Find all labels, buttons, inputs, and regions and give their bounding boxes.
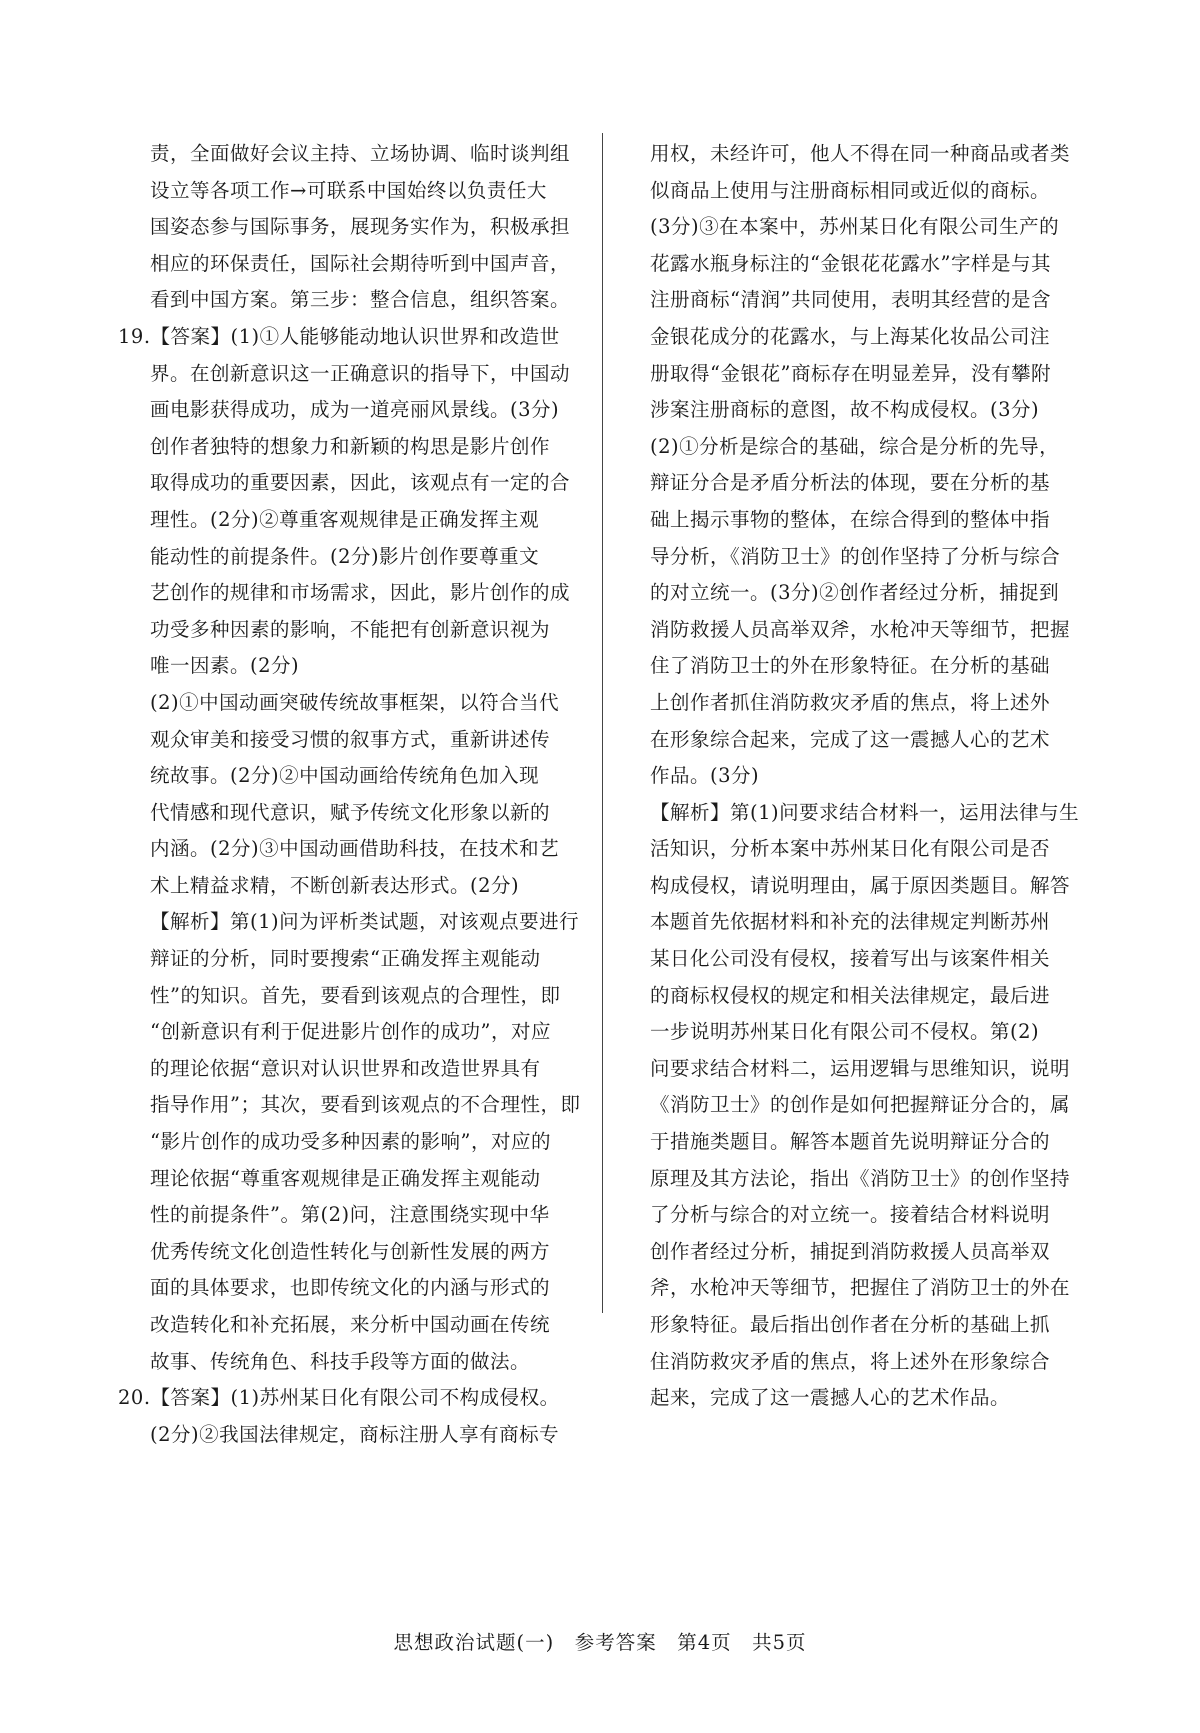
- text-line: 斧，水枪冲天等细节，把握住了消防卫士的外在: [650, 1276, 1071, 1300]
- text-line: 看到中国方案。第三步：整合信息，组织答案。: [150, 288, 571, 312]
- text-line: 责，全面做好会议主持、立场协调、临时谈判组: [150, 142, 571, 165]
- text-line: 一步说明苏州某日化有限公司不侵权。第(2): [650, 1020, 1040, 1044]
- text-line: 础上揭示事物的整体，在综合得到的整体中指: [650, 507, 1051, 531]
- text-line: 理论依据“尊重客观规律是正确发挥主观能动: [150, 1166, 541, 1190]
- text-line: 术上精益求精，不断创新表达形式。(2分): [150, 873, 520, 897]
- text-line: 指导作用”；其次，要看到该观点的不合理性，即: [150, 1093, 581, 1117]
- text-line: 创作者经过分析，捕捉到消防救援人员高举双: [650, 1239, 1051, 1263]
- text-line: 注册商标“清润”共同使用，表明其经营的是含: [650, 288, 1051, 312]
- text-line: 设立等各项工作→可联系中国始终以负责任大: [150, 178, 547, 202]
- text-line: 活知识，分析本案中苏州某日化有限公司是否: [650, 837, 1051, 861]
- text-line: 住了消防卫士的外在形象特征。在分析的基础: [650, 654, 1051, 678]
- text-line: 导分析，《消防卫士》的创作坚持了分析与综合: [650, 544, 1061, 568]
- text-line: 故事、传统角色、科技手段等方面的做法。: [150, 1349, 531, 1373]
- text-line: 创作者独特的想象力和新颖的构思是影片创作: [150, 434, 551, 458]
- text-line: 的对立统一。(3分)②创作者经过分析，捕捉到: [650, 581, 1060, 605]
- text-line: 问要求结合材料二，运用逻辑与思维知识，说明: [650, 1056, 1071, 1080]
- left-column: [118, 136, 590, 1453]
- text-line: 【解析】第(1)问要求结合材料一，运用法律与生: [650, 800, 1080, 824]
- text-line: 艺创作的规律和市场需求，因此，影片创作的成: [150, 581, 571, 605]
- text-line: 的理论依据“意识对认识世界和改造世界具有: [150, 1056, 541, 1080]
- column-divider: [602, 133, 603, 1313]
- text-line: (2分)②我国法律规定，商标注册人享有商标专: [150, 1422, 560, 1446]
- text-line: 代情感和现代意识，赋予传统文化形象以新的: [150, 800, 551, 824]
- text-line: “创新意识有利于促进影片创作的成功”，对应: [150, 1020, 551, 1044]
- text-line: 画电影获得成功，成为一道亮丽风景线。(3分): [150, 398, 560, 422]
- text-line: (2)①分析是综合的基础，综合是分析的先导，: [650, 434, 1060, 458]
- text-line: 册取得“金银花”商标存在明显差异，没有攀附: [650, 361, 1051, 385]
- text-line: 作品。(3分): [650, 764, 760, 788]
- text-line: 【解析】第(1)问为评析类试题，对该观点要进行: [150, 910, 580, 934]
- text-line: 似商品上使用与注册商标相同或近似的商标。: [650, 178, 1051, 202]
- text-line: 金银花成分的花露水，与上海某化妆品公司注: [650, 324, 1051, 348]
- text-line: 用权，未经许可，他人不得在同一种商品或者类: [650, 142, 1071, 165]
- text-line: 消防救援人员高举双斧，水枪冲天等细节，把握: [650, 617, 1071, 641]
- text-line: 原理及其方法论，指出《消防卫士》的创作坚持: [650, 1166, 1071, 1190]
- text-line: 本题首先依据材料和补充的法律规定判断苏州: [650, 910, 1051, 934]
- text-line: 理性。(2分)②尊重客观规律是正确发挥主观: [150, 507, 540, 531]
- text-line: “影片创作的成功受多种因素的影响”，对应的: [150, 1130, 551, 1154]
- text-line: 形象特征。最后指出创作者在分析的基础上抓: [650, 1313, 1051, 1336]
- text-line: 相应的环保责任，国际社会期待听到中国声音，: [150, 251, 571, 275]
- text-line: 的商标权侵权的规定和相关法律规定，最后进: [650, 983, 1051, 1007]
- text-line: 性”的知识。首先，要看到该观点的合理性，即: [150, 983, 561, 1007]
- text-line: 能动性的前提条件。(2分)影片创作要尊重文: [150, 544, 540, 568]
- text-line: 了分析与综合的对立统一。接着结合材料说明: [650, 1203, 1051, 1227]
- text-line: 19.【答案】(1)①人能够能动地认识世界和改造世: [118, 324, 560, 348]
- text-line: 取得成功的重要因素，因此，该观点有一定的合: [150, 471, 571, 495]
- text-line: 住消防救灾矛盾的焦点，将上述外在形象综合: [650, 1349, 1051, 1373]
- text-line: 构成侵权，请说明理由，属于原因类题目。解答: [650, 873, 1071, 897]
- text-line: 观众审美和接受习惯的叙事方式，重新讲述传: [150, 727, 551, 751]
- text-line: 性的前提条件”。第(2)问，注意围绕实现中华: [150, 1203, 550, 1227]
- text-line: 涉案注册商标的意图，故不构成侵权。(3分): [650, 398, 1040, 422]
- text-line: 唯一因素。(2分): [150, 654, 300, 678]
- text-line: 《消防卫士》的创作是如何把握辩证分合的，属: [650, 1093, 1071, 1117]
- text-line: 改造转化和补充拓展，来分析中国动画在传统: [150, 1313, 551, 1336]
- text-line: 统故事。(2分)②中国动画给传统角色加入现: [150, 764, 540, 788]
- text-line: 功受多种因素的影响，不能把有创新意识视为: [150, 617, 551, 641]
- text-line: 优秀传统文化创造性转化与创新性发展的两方: [150, 1239, 551, 1263]
- text-line: (3分)③在本案中，苏州某日化有限公司生产的: [650, 215, 1060, 239]
- text-line: 界。在创新意识这一正确意识的指导下，中国动: [150, 361, 571, 385]
- text-line: 于措施类题目。解答本题首先说明辩证分合的: [650, 1130, 1051, 1154]
- text-line: 辩证分合是矛盾分析法的体现，要在分析的基: [650, 471, 1051, 495]
- text-line: 面的具体要求，也即传统文化的内涵与形式的: [150, 1276, 551, 1300]
- page-footer: 思想政治试题(一) 参考答案 第4页 共5页: [393, 1631, 807, 1654]
- text-line: 某日化公司没有侵权，接着写出与该案件相关: [650, 947, 1051, 971]
- text-line: 国姿态参与国际事务，展现务实作为，积极承担: [150, 215, 571, 239]
- right-column: [650, 136, 1090, 1417]
- text-line: 辩证的分析，同时要搜索“正确发挥主观能动: [150, 947, 541, 971]
- text-line: 花露水瓶身标注的“金银花花露水”字样是与其: [650, 251, 1051, 275]
- text-line: 上创作者抓住消防救灾矛盾的焦点，将上述外: [650, 690, 1051, 714]
- text-line: 内涵。(2分)③中国动画借助科技，在技术和艺: [150, 837, 560, 861]
- text-line: (2)①中国动画突破传统故事框架，以符合当代: [150, 690, 560, 714]
- text-line: 在形象综合起来，完成了这一震撼人心的艺术: [650, 727, 1051, 751]
- text-line: 起来，完成了这一震撼人心的艺术作品。: [650, 1386, 1011, 1410]
- text-line: 20.【答案】(1)苏州某日化有限公司不构成侵权。: [118, 1386, 560, 1410]
